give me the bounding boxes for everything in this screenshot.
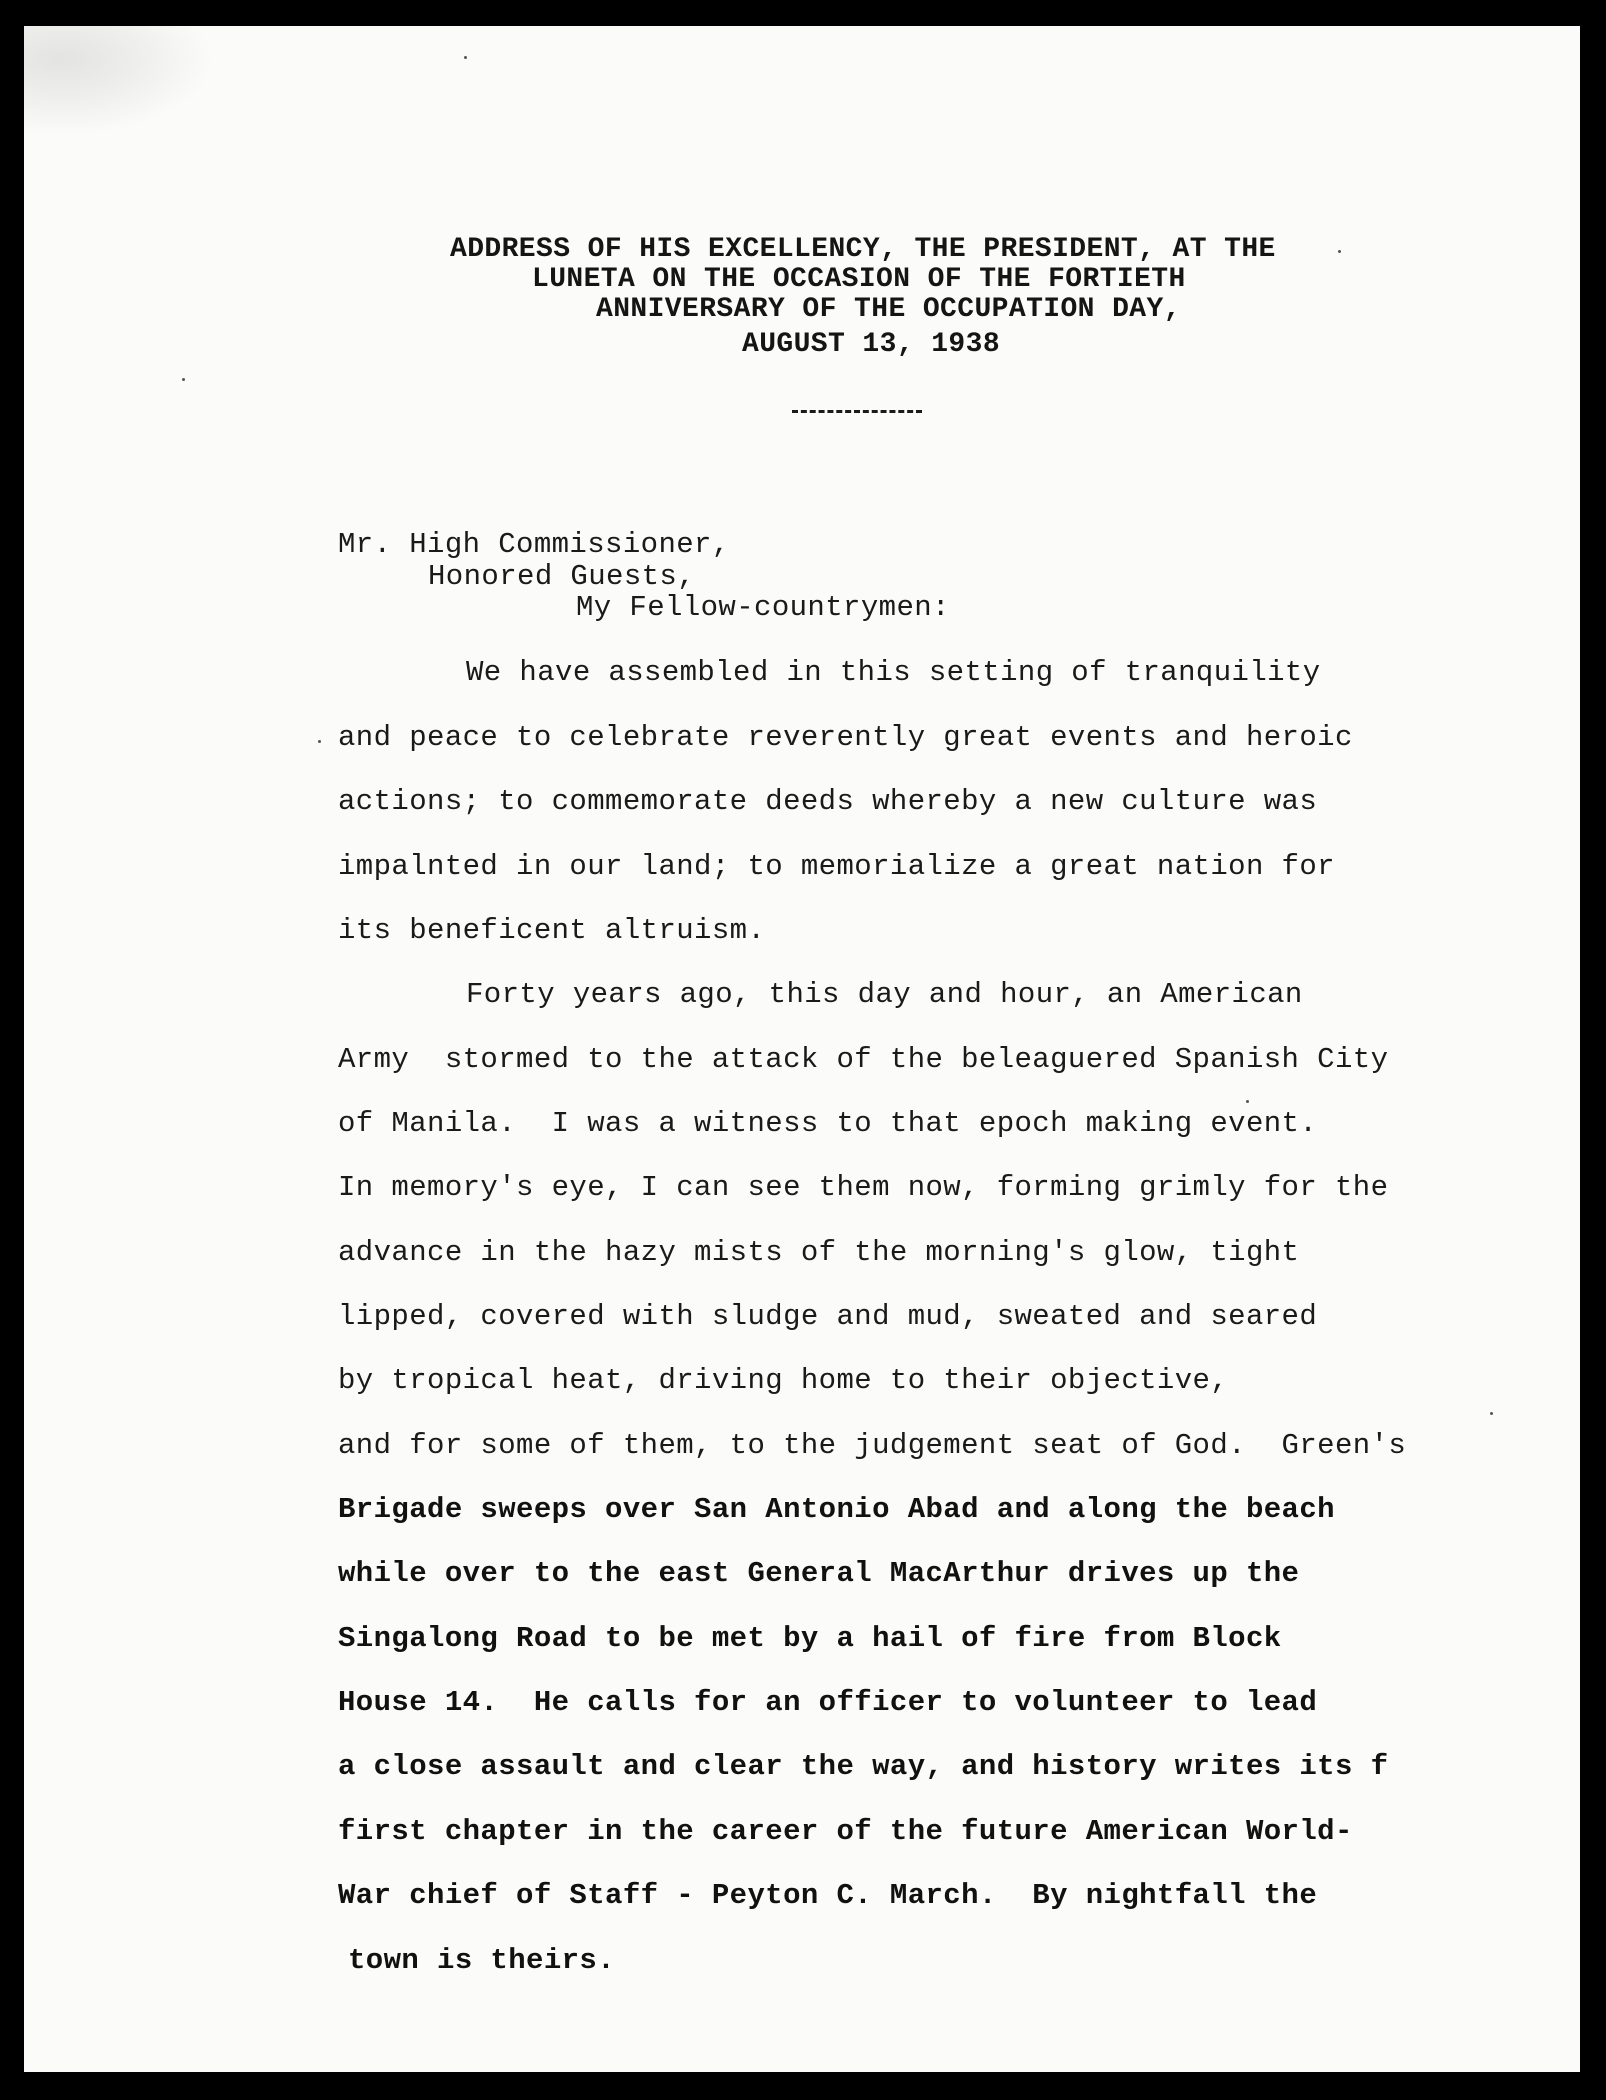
paragraph2-line-3: of Manila. I was a witness to that epoch making event. — [338, 1107, 1318, 1140]
scan-speck — [464, 56, 467, 59]
title-line-4: AUGUST 13, 1938 — [742, 329, 1001, 360]
paragraph2-line-9: Brigade sweeps over San Antonio Abad and along the beach — [338, 1493, 1335, 1526]
paragraph2-line-16: town is theirs. — [348, 1944, 616, 1977]
paragraph2-line-4: In memory's eye, I can see them now, forming grimly for the — [338, 1171, 1389, 1204]
paragraph2-line-12: House 14. He calls for an officer to volunteer to lead — [338, 1686, 1318, 1719]
document-page — [24, 26, 1580, 2072]
paragraph1-line-3: actions; to commemorate deeds whereby a new culture was — [338, 785, 1318, 818]
paragraph1-line-1: We have assembled in this setting of tranquility — [466, 656, 1321, 689]
paragraph2-line-8: and for some of them, to the judgement seat of God. Green's — [338, 1429, 1407, 1462]
paragraph2-line-11: Singalong Road to be met by a hail of fire from Block — [338, 1622, 1282, 1655]
paragraph2-line-6: lipped, covered with sludge and mud, sweated and seared — [338, 1300, 1318, 1333]
title-line-3: ANNIVERSARY OF THE OCCUPATION DAY, — [596, 294, 1181, 325]
paragraph2-line-7: by tropical heat, driving home to their objective, — [338, 1364, 1229, 1397]
scan-speck — [318, 740, 321, 743]
title-line-2: LUNETA ON THE OCCASION OF THE FORTIETH — [532, 264, 1186, 295]
salutation-line-1: Mr. High Commissioner, — [338, 528, 730, 561]
paragraph2-line-10: while over to the east General MacArthur drives up the — [338, 1557, 1300, 1590]
paragraph2-line-1: Forty years ago, this day and hour, an American — [466, 978, 1303, 1011]
paragraph1-line-2: and peace to celebrate reverently great events and heroic — [338, 721, 1353, 754]
paragraph2-line-14: first chapter in the career of the future American World- — [338, 1815, 1353, 1848]
paragraph2-line-2: Army stormed to the attack of the beleaguered Spanish City — [338, 1043, 1389, 1076]
paragraph2-line-13: a close assault and clear the way, and history writes its f — [338, 1750, 1389, 1783]
scan-speck — [182, 378, 185, 381]
title-divider — [792, 410, 922, 413]
paragraph2-line-15: War chief of Staff - Peyton C. March. By nightfall the — [338, 1879, 1318, 1912]
paragraph1-line-5: its beneficent altruism. — [338, 914, 766, 947]
scan-speck — [1490, 1412, 1493, 1415]
corner-smudge — [24, 26, 214, 136]
scan-speck — [1246, 1100, 1249, 1103]
salutation-line-2: Honored Guests, — [428, 560, 696, 593]
salutation-line-3: My Fellow-countrymen: — [576, 591, 950, 624]
scan-speck — [1338, 250, 1341, 253]
paragraph1-line-4: impalnted in our land; to memorialize a great nation for — [338, 850, 1335, 883]
paragraph2-line-5: advance in the hazy mists of the morning's glow, tight — [338, 1236, 1300, 1269]
title-line-1: ADDRESS OF HIS EXCELLENCY, THE PRESIDENT, AT THE — [450, 234, 1276, 265]
